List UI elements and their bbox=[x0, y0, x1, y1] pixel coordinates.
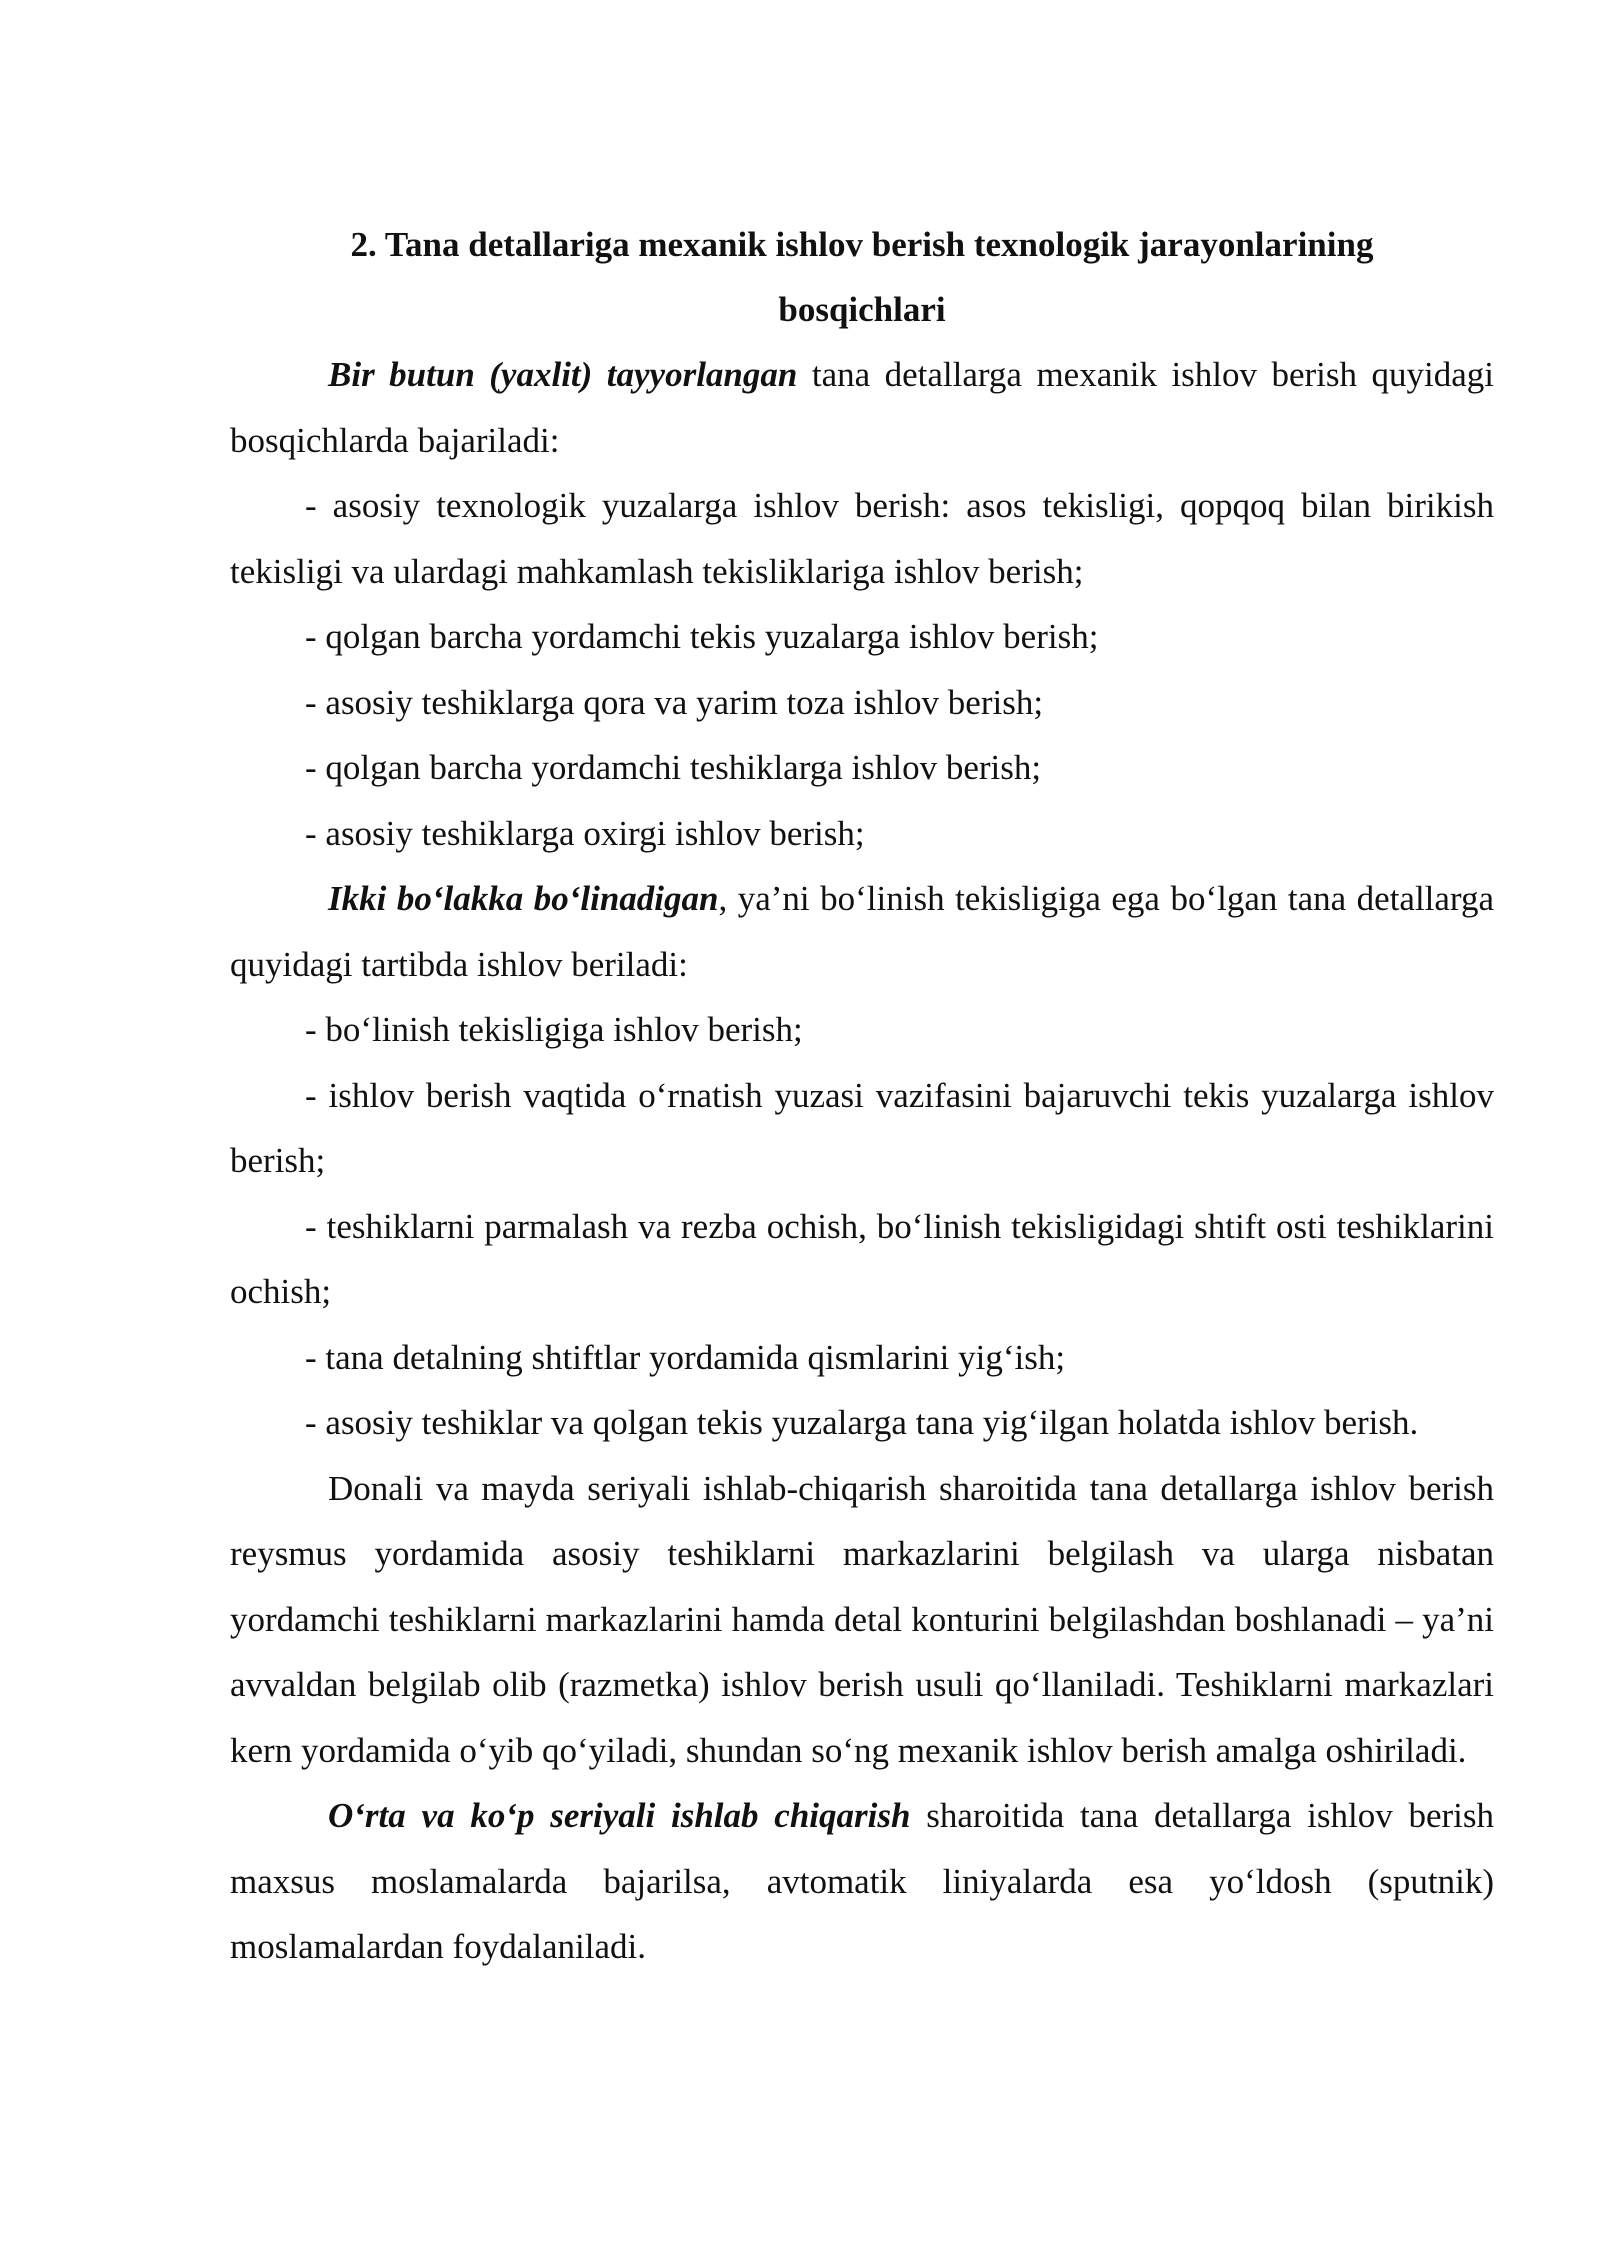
list-item-text: - qolgan barcha yordamchi teshiklarga ishlov berish; bbox=[305, 748, 1042, 787]
list-item bbox=[230, 670, 1494, 736]
document-body bbox=[230, 212, 1494, 1980]
paragraph-text: Donali va mayda seriyali ishlab-chiqarish sharoitida tana detallarga ishlov berish reysmus yordamida asosiy teshiklarni markazlarini belgilash va ularga nisbatan yordamchi teshiklarni markazlarini hamda detal konturini belgilashdan boshlanadi – ya’ni avvaldan belgilab olib (razmetka) ishlov berish usuli qo‘llaniladi. Teshiklarni markazlari kern yordamida o‘yib qo‘yiladi, shundan so‘ng mexanik ishlov berish amalga oshiriladi. bbox=[230, 1468, 1494, 1770]
section-heading bbox=[230, 212, 1494, 342]
emphasis-monolithic: Bir butun (yaxlit) tayyorlangan bbox=[328, 355, 798, 394]
list-item bbox=[230, 1194, 1494, 1325]
paragraph-text: tana detallarga mexanik ishlov berish quyidagi bosqichlarda bajariladi: bbox=[230, 355, 1494, 460]
emphasis-split: Ikki bo‘lakka bo‘linadigan bbox=[328, 879, 719, 918]
list-item bbox=[230, 604, 1494, 670]
paragraph-intro-split bbox=[230, 866, 1494, 997]
list-item-text: - asosiy texnologik yuzalarga ishlov berish: asos tekisligi, qopqoq bilan birikish tekisligi va ulardagi mahkamlash tekisliklariga ishlov berish; bbox=[230, 486, 1494, 591]
list-item-text: - asosiy teshiklarga oxirgi ishlov berish; bbox=[305, 813, 865, 853]
list-item-text: - asosiy teshiklarga qora va yarim toza ishlov berish; bbox=[305, 682, 1044, 722]
list-item bbox=[230, 735, 1494, 801]
list-item bbox=[230, 473, 1494, 604]
list-item-text: - bo‘linish tekisligiga ishlov berish; bbox=[305, 1010, 803, 1049]
section-heading-line-2: bosqichlari bbox=[778, 290, 946, 329]
paragraph-text: sharoitida tana detallarga ishlov berish maxsus moslamalarda bajarilsa, avtomatik liniyalarda esa yo‘ldosh (sputnik) moslamalardan foydalaniladi. bbox=[230, 1796, 1495, 1966]
list-item bbox=[230, 997, 1494, 1063]
list-item-text: - asosiy teshiklar va qolgan tekis yuzalarga tana yig‘ilgan holatda ishlov berish. bbox=[305, 1403, 1419, 1442]
list-item bbox=[230, 801, 1494, 867]
paragraph-intro-monolithic bbox=[230, 342, 1494, 473]
list-item bbox=[230, 1390, 1494, 1456]
paragraph-text: , ya’ni bo‘linish tekisligiga ega bo‘lgan tana detallarga quyidagi tartibda ishlov beriladi: bbox=[230, 879, 1494, 984]
list-item-text: - tana detalning shtiftlar yordamida qismlarini yig‘ish; bbox=[305, 1337, 1066, 1377]
paragraph-small-batch bbox=[230, 1456, 1494, 1784]
list-item-text: - ishlov berish vaqtida o‘rnatish yuzasi vazifasini bajaruvchi tekis yuzalarga ishlov berish; bbox=[230, 1075, 1494, 1180]
emphasis-medium-batch: O‘rta va ko‘p seriyali ishlab chiqarish bbox=[328, 1796, 911, 1835]
list-item-text: - teshiklarni parmalash va rezba ochish, bo‘linish tekisligidagi shtift osti teshiklarini ochish; bbox=[230, 1206, 1494, 1311]
list-item-text: - qolgan barcha yordamchi tekis yuzalarga ishlov berish; bbox=[305, 617, 1099, 656]
section-heading-line-1: 2. Tana detallariga mexanik ishlov berish texnologik jarayonlarining bbox=[350, 225, 1374, 264]
paragraph-medium-batch bbox=[230, 1783, 1494, 1980]
list-item bbox=[230, 1325, 1494, 1391]
list-item bbox=[230, 1063, 1494, 1194]
